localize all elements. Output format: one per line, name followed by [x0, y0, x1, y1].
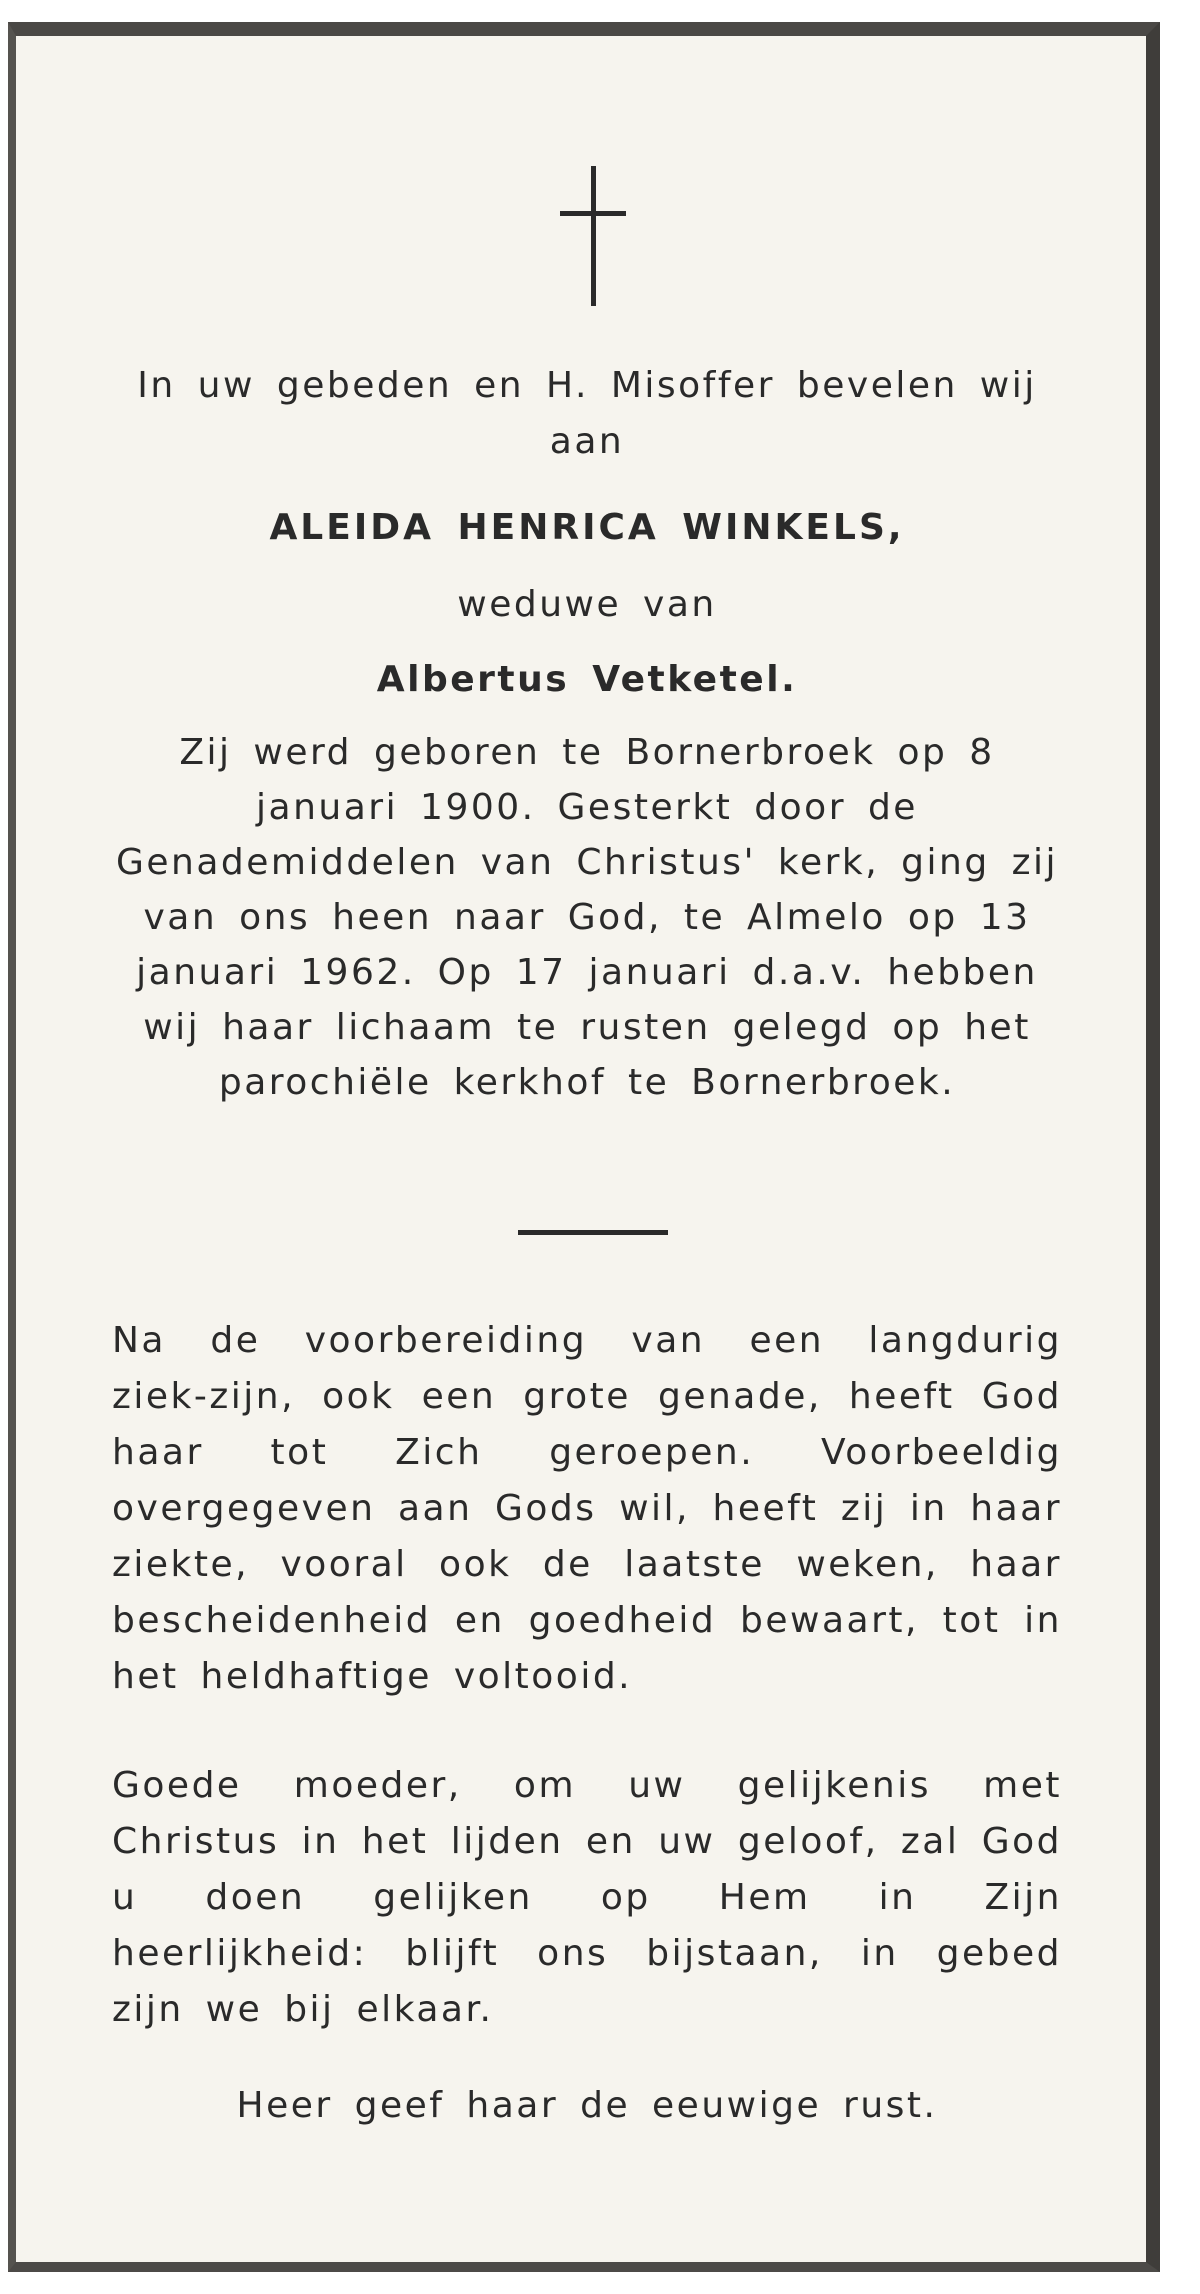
- paragraph-mother: Goede moeder, om uw gelijkenis met Christus in het lijden en uw geloof, zal God u doen gelijken op Hem in Zijn heerlijkheid: blijft ons bijstaan, in gebed zijn we bij elkaar.: [112, 1765, 1062, 2030]
- divider: [518, 1230, 668, 1235]
- intro-text: In uw gebeden en H. Misoffer bevelen wij aan: [137, 365, 1037, 462]
- paragraph-illness: Na de voorbereiding van een langdurig ziek-zijn, ook een grote genade, heeft God haar tot Zich geroepen. Voorbeeldig overgegeven aan Gods wil, heeft zij in haar ziekte, vooral ook de laatste weken, haar bescheidenheid en goedheid bewaart, tot in het heldhaftige voltooid.: [112, 1320, 1062, 1697]
- deceased-name: ALEIDA HENRICA WINKELS,: [269, 507, 905, 548]
- cross-icon: [560, 166, 626, 306]
- husband-name: Albertus Vetketel.: [376, 659, 798, 700]
- biography-text: Zij werd geboren te Bornerbroek op 8 januari 1900. Gesterkt door de Genademiddelen van Christus' kerk, ging zij van ons heen naar God, te Almelo op 13 januari 1962. Op 17 januari d.a.v. hebben wij haar lichaam te rusten gelegd op het parochiële kerkhof te Bornerbroek.: [115, 732, 1059, 1103]
- widow-of-label: weduwe van: [457, 584, 717, 625]
- closing-prayer: Heer geef haar de eeuwige rust.: [236, 2085, 938, 2126]
